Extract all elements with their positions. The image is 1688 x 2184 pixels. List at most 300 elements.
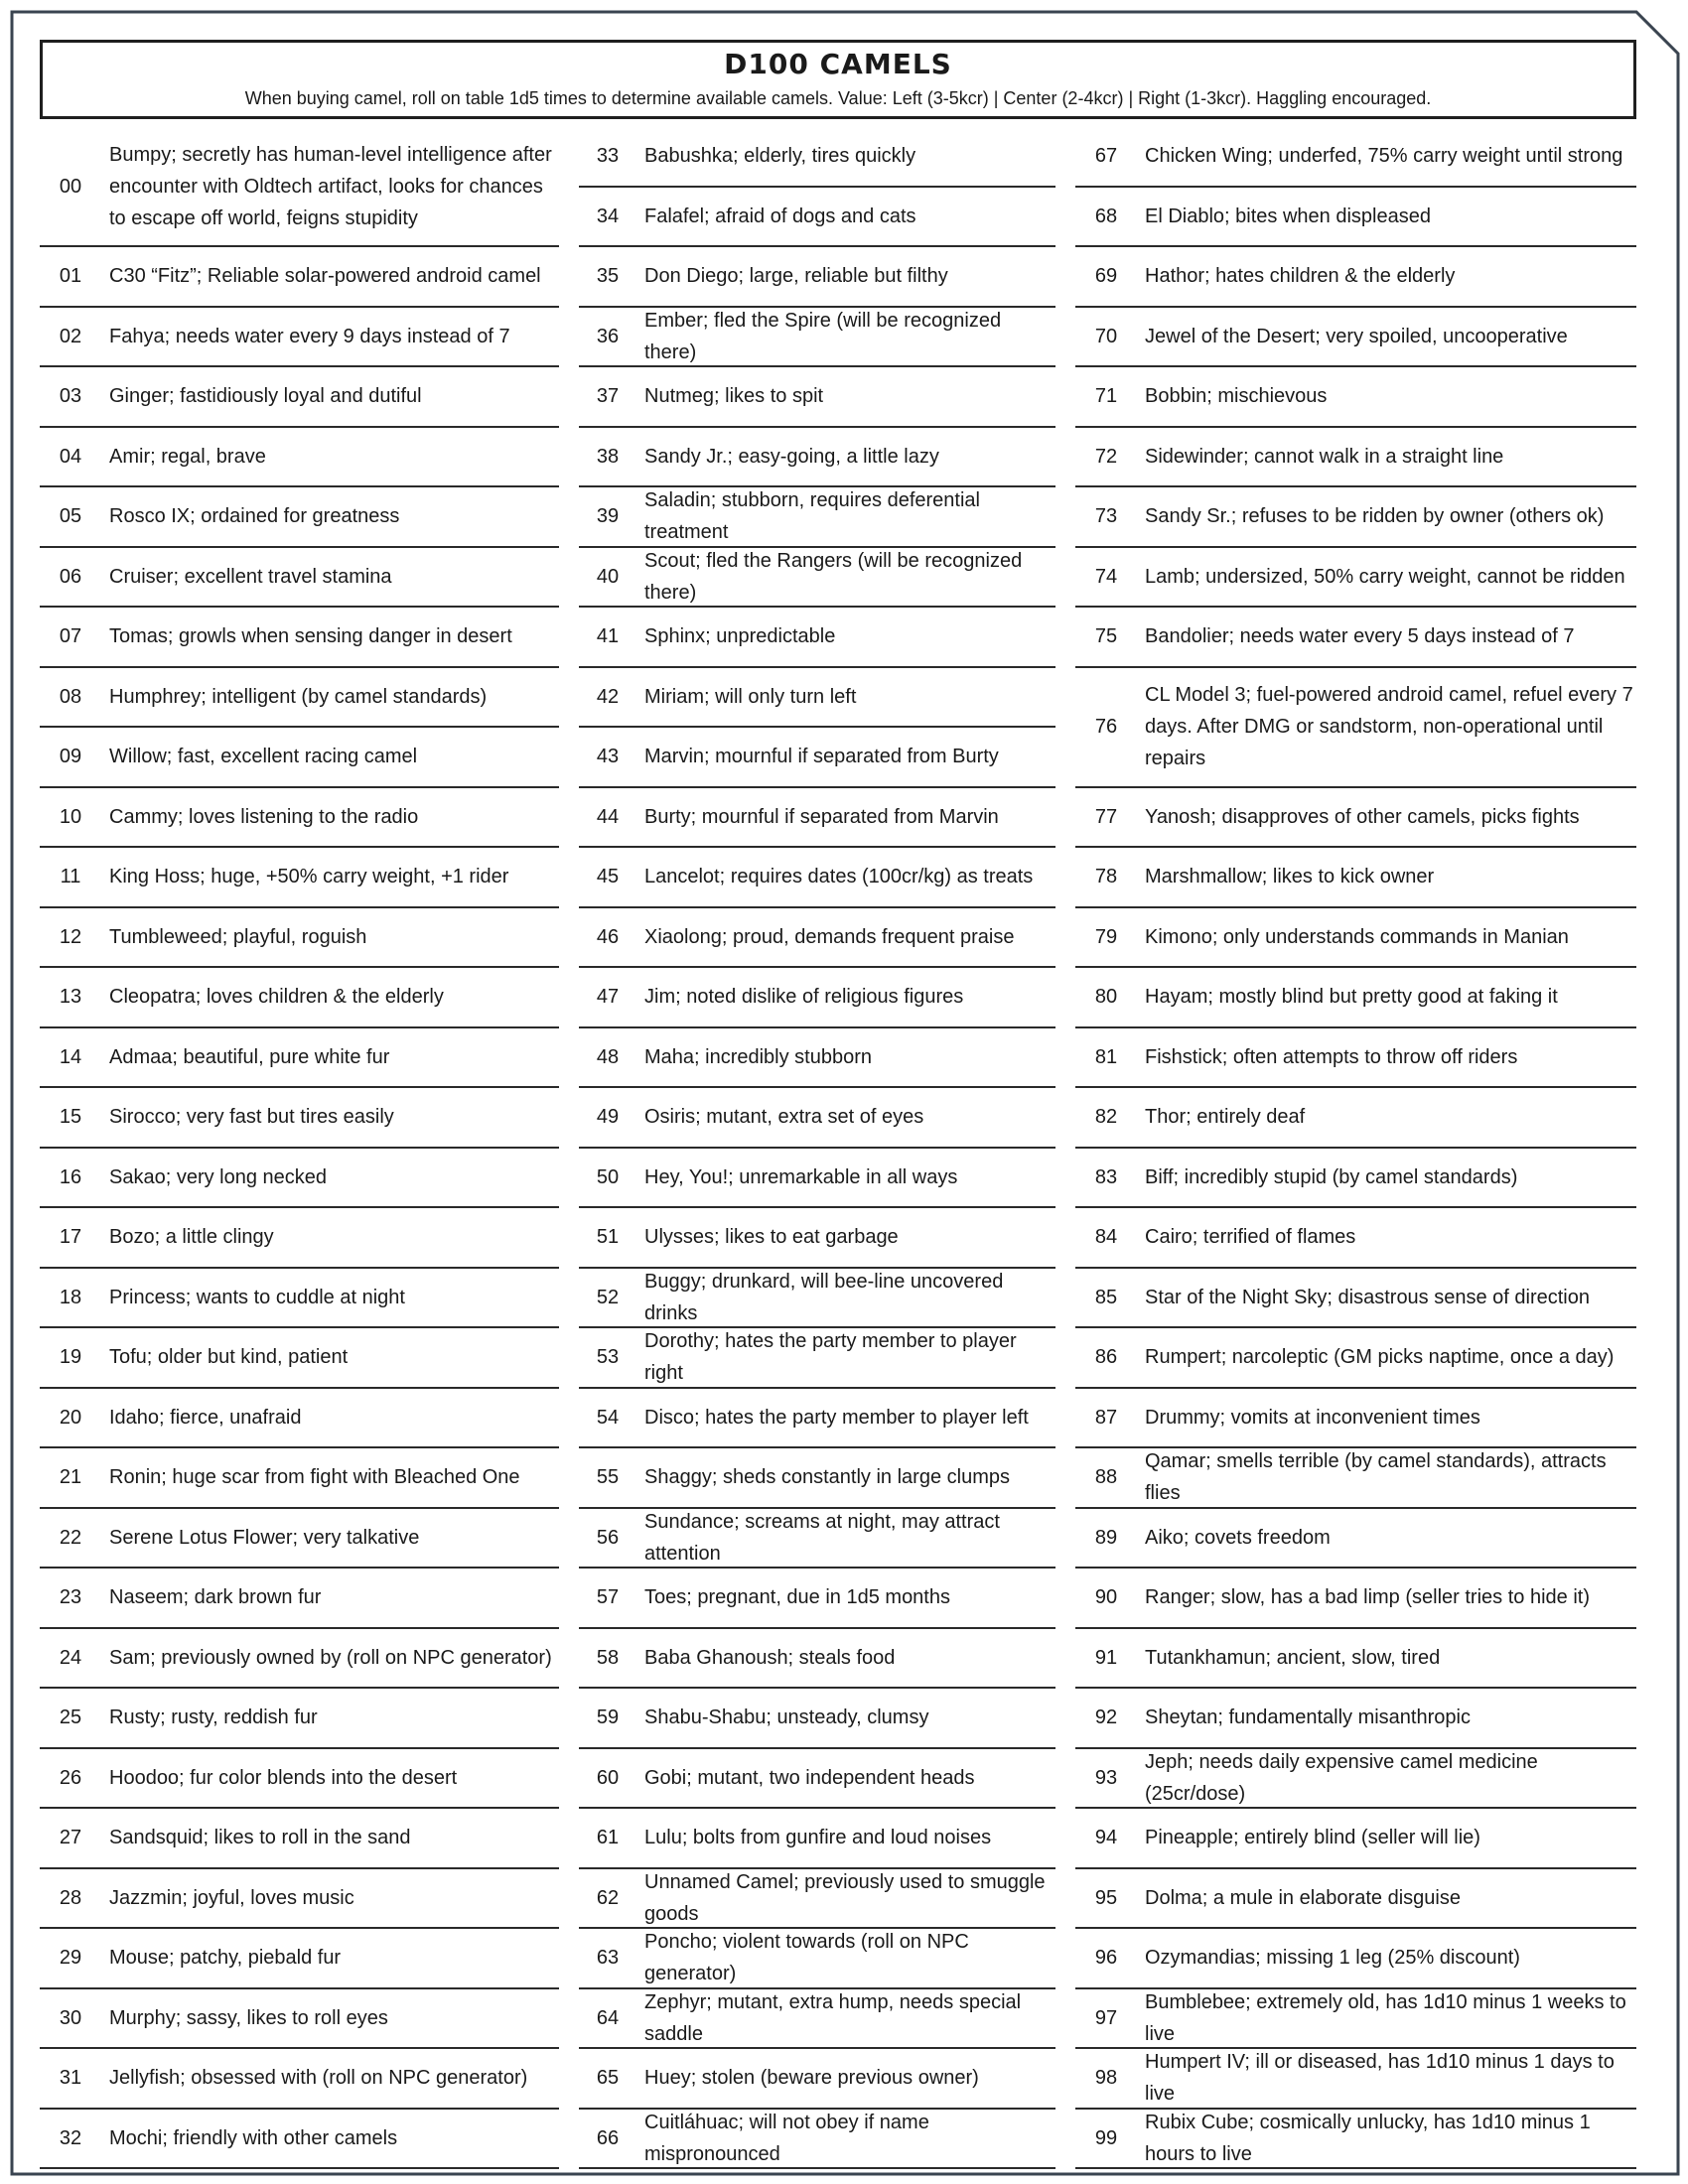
table-row	[40, 2049, 559, 2110]
table-row	[1075, 1208, 1636, 1269]
camel-description: Tofu; older but kind, patient	[109, 1346, 349, 1369]
table-row	[1075, 2049, 1636, 2110]
roll-number: 52	[596, 1286, 620, 1308]
roll-number: 76	[1094, 716, 1118, 738]
table-row	[579, 728, 1055, 788]
roll-number: 97	[1094, 2006, 1118, 2029]
roll-number: 13	[59, 986, 82, 1009]
roll-number: 22	[59, 1526, 82, 1549]
table-row	[1075, 127, 1636, 188]
table-row	[40, 1208, 559, 1269]
roll-number: 12	[59, 925, 82, 948]
roll-number: 98	[1094, 2067, 1118, 2090]
camel-description: Rubix Cube; cosmically unlucky, has 1d10 minus 1 hours to live	[1145, 2111, 1591, 2165]
table-columns	[40, 127, 1636, 2169]
roll-number: 31	[59, 2067, 82, 2090]
camel-description: Hathor; hates children & the elderly	[1145, 265, 1456, 288]
camel-description: Unnamed Camel; previously used to smuggle goods	[644, 1870, 1046, 1925]
table-row	[579, 247, 1055, 308]
camel-description: Saladin; stubborn, requires deferential treatment	[644, 489, 980, 544]
roll-number: 19	[59, 1346, 82, 1369]
table-row	[40, 247, 559, 308]
table-row	[1075, 608, 1636, 668]
table-row	[1075, 1749, 1636, 1810]
roll-number: 09	[59, 746, 82, 768]
table-row	[579, 2110, 1055, 2170]
table-row	[579, 127, 1055, 188]
camel-table-page	[40, 40, 1636, 2169]
camel-description: Rusty; rusty, reddish fur	[109, 1706, 318, 1729]
roll-number: 20	[59, 1406, 82, 1429]
table-row	[1075, 668, 1636, 788]
camel-description: Ozymandias; missing 1 leg (25% discount)	[1145, 1947, 1520, 1970]
camel-description: Rumpert; narcoleptic (GM picks naptime, once a day)	[1145, 1346, 1615, 1369]
table-row	[40, 1328, 559, 1389]
roll-number: 95	[1094, 1886, 1118, 1909]
table-row	[40, 127, 559, 247]
table-row	[1075, 188, 1636, 248]
roll-number: 99	[1094, 2126, 1118, 2149]
camel-description: Gobi; mutant, two independent heads	[644, 1766, 975, 1789]
camel-description: Maha; incredibly stubborn	[644, 1045, 873, 1068]
table-row	[1075, 1689, 1636, 1749]
camel-description: Shaggy; sheds constantly in large clumps	[644, 1466, 1010, 1489]
table-row	[579, 1749, 1055, 1810]
roll-number: 79	[1094, 925, 1118, 948]
table-row	[40, 1869, 559, 1930]
table-row	[1075, 908, 1636, 969]
camel-description: Ranger; slow, has a bad limp (seller tries to hide it)	[1145, 1586, 1590, 1609]
table-row	[1075, 2110, 1636, 2170]
roll-number: 16	[59, 1165, 82, 1188]
table-row	[1075, 1328, 1636, 1389]
table-row	[579, 1088, 1055, 1149]
table-row	[40, 848, 559, 908]
table-row	[40, 428, 559, 488]
table-row	[579, 1689, 1055, 1749]
camel-description: Babushka; elderly, tires quickly	[644, 145, 916, 168]
camel-description: Yanosh; disapproves of other camels, picks fights	[1145, 805, 1580, 828]
camel-description: Bandolier; needs water every 5 days instead of 7	[1145, 625, 1575, 648]
roll-number: 85	[1094, 1286, 1118, 1308]
camel-description: Sundance; screams at night, may attract attention	[644, 1510, 1000, 1565]
roll-number: 62	[596, 1886, 620, 1909]
camel-description: Naseem; dark brown fur	[109, 1586, 322, 1609]
camel-description: Bobbin; mischievous	[1145, 385, 1328, 408]
table-row	[1075, 1929, 1636, 1989]
roll-number: 23	[59, 1586, 82, 1609]
camel-description: Disco; hates the party member to player left	[644, 1406, 1029, 1429]
roll-number: 69	[1094, 265, 1118, 288]
roll-number: 55	[596, 1466, 620, 1489]
roll-number: 02	[59, 325, 82, 347]
roll-number: 94	[1094, 1827, 1118, 1849]
table-row	[1075, 1448, 1636, 1509]
table-row	[1075, 848, 1636, 908]
camel-description: Sandy Jr.; easy-going, a little lazy	[644, 445, 939, 468]
table-row	[1075, 788, 1636, 849]
table-row	[579, 1389, 1055, 1449]
roll-number: 48	[596, 1045, 620, 1068]
camel-description: Princess; wants to cuddle at night	[109, 1286, 405, 1308]
camel-description: Falafel; afraid of dogs and cats	[644, 205, 916, 227]
table-row	[579, 788, 1055, 849]
camel-description: Thor; entirely deaf	[1145, 1106, 1306, 1129]
roll-number: 18	[59, 1286, 82, 1308]
roll-number: 26	[59, 1766, 82, 1789]
camel-description: Tomas; growls when sensing danger in desert	[109, 625, 512, 648]
table-row	[579, 848, 1055, 908]
roll-number: 64	[596, 2006, 620, 2029]
roll-number: 90	[1094, 1586, 1118, 1609]
camel-description: Qamar; smells terrible (by camel standards), attracts flies	[1145, 1450, 1607, 1505]
roll-number: 34	[596, 205, 620, 227]
camel-description: Buggy; drunkard, will bee-line uncovered drinks	[644, 1270, 1004, 1324]
table-row	[40, 968, 559, 1028]
camel-description: Sirocco; very fast but tires easily	[109, 1106, 394, 1129]
camel-description: Poncho; violent towards (roll on NPC generator)	[644, 1931, 969, 1985]
roll-number: 08	[59, 685, 82, 708]
camel-description: Sandsquid; likes to roll in the sand	[109, 1827, 411, 1849]
camel-description: Bumpy; secretly has human-level intelligence after encounter with Oldtech artifact, looks for chances to escape off world, feigns stupidity	[109, 143, 552, 229]
table-row	[40, 1448, 559, 1509]
table-row	[1075, 247, 1636, 308]
roll-number: 74	[1094, 565, 1118, 588]
table-row	[1075, 428, 1636, 488]
roll-number: 78	[1094, 866, 1118, 888]
table-row	[579, 1328, 1055, 1389]
page-subtitle: When buying camel, roll on table 1d5 times to determine available camels. Value: Left (3-5kcr) | Center (2-4kcr) | Right (1-3kcr). Haggling encouraged.	[244, 88, 1432, 108]
table-row	[579, 968, 1055, 1028]
camel-description: CL Model 3; fuel-powered android camel, refuel every 7 days. After DMG or sandstorm, non-operational until repairs	[1145, 684, 1633, 769]
column-center	[579, 127, 1055, 2169]
roll-number: 05	[59, 505, 82, 528]
camel-description: Aiko; covets freedom	[1145, 1526, 1331, 1549]
table-row	[40, 1569, 559, 1629]
table-row	[579, 1869, 1055, 1930]
camel-description: Cuitláhuac; will not obey if name mispronounced	[644, 2111, 929, 2165]
table-row	[1075, 1809, 1636, 1869]
table-row	[1075, 1989, 1636, 2050]
camel-description: Sheytan; fundamentally misanthropic	[1145, 1706, 1471, 1729]
camel-description: Sakao; very long necked	[109, 1165, 328, 1188]
camel-description: Marshmallow; likes to kick owner	[1145, 866, 1435, 888]
roll-number: 07	[59, 625, 82, 648]
roll-number: 86	[1094, 1346, 1118, 1369]
camel-description: Dorothy; hates the party member to player right	[644, 1330, 1017, 1385]
table-row	[40, 1929, 559, 1989]
camel-description: Shabu-Shabu; unsteady, clumsy	[644, 1706, 929, 1729]
column-left	[40, 127, 559, 2169]
table-row	[1075, 1028, 1636, 1089]
roll-number: 00	[59, 175, 82, 198]
roll-number: 45	[596, 866, 620, 888]
table-row	[579, 1929, 1055, 1989]
roll-number: 29	[59, 1947, 82, 1970]
roll-number: 28	[59, 1886, 82, 1909]
table-row	[40, 1269, 559, 1329]
roll-number: 81	[1094, 1045, 1118, 1068]
camel-description: Tutankhamun; ancient, slow, tired	[1145, 1646, 1441, 1669]
roll-number: 83	[1094, 1165, 1118, 1188]
camel-description: Pineapple; entirely blind (seller will lie)	[1145, 1827, 1480, 1849]
table-row	[40, 487, 559, 548]
roll-number: 38	[596, 445, 620, 468]
roll-number: 89	[1094, 1526, 1118, 1549]
table-row	[579, 608, 1055, 668]
roll-number: 30	[59, 2006, 82, 2029]
roll-number: 25	[59, 1706, 82, 1729]
camel-description: Scout; fled the Rangers (will be recognized there)	[644, 549, 1023, 604]
table-row	[579, 1509, 1055, 1570]
table-row	[40, 728, 559, 788]
camel-description: Cruiser; excellent travel stamina	[109, 565, 392, 588]
table-row	[40, 1088, 559, 1149]
camel-description: Toes; pregnant, due in 1d5 months	[644, 1586, 950, 1609]
camel-description: Jeph; needs daily expensive camel medicine (25cr/dose)	[1145, 1750, 1538, 1805]
roll-number: 03	[59, 385, 82, 408]
table-row	[1075, 1509, 1636, 1570]
camel-description: El Diablo; bites when displeased	[1145, 205, 1431, 227]
camel-description: Ulysses; likes to eat garbage	[644, 1226, 899, 1249]
table-row	[40, 1989, 559, 2050]
roll-number: 88	[1094, 1466, 1118, 1489]
roll-number: 66	[596, 2126, 620, 2149]
camel-description: King Hoss; huge, +50% carry weight, +1 rider	[109, 866, 509, 888]
camel-description: Miriam; will only turn left	[644, 685, 857, 708]
roll-number: 35	[596, 265, 620, 288]
roll-number: 17	[59, 1226, 82, 1249]
table-row	[40, 1689, 559, 1749]
table-row	[1075, 487, 1636, 548]
roll-number: 04	[59, 445, 82, 468]
roll-number: 70	[1094, 325, 1118, 347]
camel-description: Zephyr; mutant, extra hump, needs special saddle	[644, 1990, 1022, 2045]
roll-number: 36	[596, 325, 620, 347]
roll-number: 11	[60, 866, 81, 888]
roll-number: 73	[1094, 505, 1118, 528]
table-row	[1075, 548, 1636, 609]
roll-number: 43	[596, 746, 620, 768]
camel-description: Tumbleweed; playful, roguish	[109, 925, 367, 948]
roll-number: 32	[59, 2126, 82, 2149]
roll-number: 71	[1094, 385, 1118, 408]
table-row	[579, 548, 1055, 609]
roll-number: 14	[59, 1045, 82, 1068]
roll-number: 53	[596, 1346, 620, 1369]
camel-description: Hoodoo; fur color blends into the desert	[109, 1766, 458, 1789]
camel-description: Don Diego; large, reliable but filthy	[644, 265, 948, 288]
camel-description: Dolma; a mule in elaborate disguise	[1145, 1886, 1461, 1909]
roll-number: 61	[596, 1827, 620, 1849]
camel-description: Admaa; beautiful, pure white fur	[109, 1045, 390, 1068]
table-row	[579, 668, 1055, 729]
roll-number: 44	[596, 805, 620, 828]
table-row	[579, 1028, 1055, 1089]
roll-number: 59	[596, 1706, 620, 1729]
camel-description: Hayam; mostly blind but pretty good at faking it	[1145, 986, 1558, 1009]
camel-description: Jellyfish; obsessed with (roll on NPC generator)	[109, 2067, 528, 2090]
camel-description: Cairo; terrified of flames	[1145, 1226, 1356, 1249]
camel-description: Drummy; vomits at inconvenient times	[1145, 1406, 1480, 1429]
table-row	[579, 908, 1055, 969]
roll-number: 46	[596, 925, 620, 948]
table-row	[1075, 1269, 1636, 1329]
roll-number: 51	[596, 1226, 620, 1249]
table-row	[40, 1028, 559, 1089]
roll-number: 42	[596, 685, 620, 708]
table-row	[40, 1149, 559, 1209]
table-row	[579, 1629, 1055, 1690]
roll-number: 93	[1094, 1766, 1118, 1789]
table-row	[579, 188, 1055, 248]
camel-description: Rosco IX; ordained for greatness	[109, 505, 400, 528]
camel-description: Ronin; huge scar from fight with Bleached One	[109, 1466, 520, 1489]
camel-description: Chicken Wing; underfed, 75% carry weight until strong	[1145, 145, 1623, 168]
table-row	[579, 1448, 1055, 1509]
roll-number: 54	[596, 1406, 620, 1429]
roll-number: 92	[1094, 1706, 1118, 1729]
roll-number: 50	[596, 1165, 620, 1188]
roll-number: 57	[596, 1586, 620, 1609]
camel-description: Jim; noted dislike of religious figures	[644, 986, 964, 1009]
roll-number: 15	[59, 1106, 82, 1129]
table-row	[579, 1208, 1055, 1269]
table-row	[579, 308, 1055, 368]
camel-description: Baba Ghanoush; steals food	[644, 1646, 896, 1669]
camel-description: Nutmeg; likes to spit	[644, 385, 824, 408]
table-row	[40, 1389, 559, 1449]
camel-description: Hey, You!; unremarkable in all ways	[644, 1165, 958, 1188]
camel-description: C30 “Fitz”; Reliable solar-powered android camel	[109, 265, 541, 288]
roll-number: 49	[596, 1106, 620, 1129]
roll-number: 87	[1094, 1406, 1118, 1429]
roll-number: 39	[596, 505, 620, 528]
table-row	[579, 1149, 1055, 1209]
roll-number: 33	[596, 145, 620, 168]
roll-number: 58	[596, 1646, 620, 1669]
camel-description: Xiaolong; proud, demands frequent praise	[644, 925, 1015, 948]
table-row	[1075, 1088, 1636, 1149]
table-row	[40, 367, 559, 428]
table-row	[40, 2110, 559, 2170]
roll-number: 27	[59, 1827, 82, 1849]
roll-number: 67	[1094, 145, 1118, 168]
camel-description: Jewel of the Desert; very spoiled, uncooperative	[1145, 325, 1568, 347]
camel-description: Lamb; undersized, 50% carry weight, cannot be ridden	[1145, 565, 1625, 588]
table-row	[40, 1749, 559, 1810]
camel-description: Sidewinder; cannot walk in a straight line	[1145, 445, 1504, 468]
table-row	[1075, 1149, 1636, 1209]
roll-number: 96	[1094, 1947, 1118, 1970]
camel-description: Fishstick; often attempts to throw off riders	[1145, 1045, 1518, 1068]
roll-number: 82	[1094, 1106, 1118, 1129]
camel-description: Humpert IV; ill or diseased, has 1d10 minus 1 days to live	[1145, 2051, 1615, 2106]
roll-number: 56	[596, 1526, 620, 1549]
table-row	[579, 428, 1055, 488]
camel-description: Mochi; friendly with other camels	[109, 2126, 398, 2149]
roll-number: 47	[596, 986, 620, 1009]
roll-number: 68	[1094, 205, 1118, 227]
camel-description: Jazzmin; joyful, loves music	[109, 1886, 354, 1909]
roll-number: 77	[1094, 805, 1118, 828]
table-row	[1075, 968, 1636, 1028]
camel-description: Biff; incredibly stupid (by camel standards)	[1145, 1165, 1518, 1188]
camel-description: Serene Lotus Flower; very talkative	[109, 1526, 420, 1549]
roll-number: 21	[59, 1466, 82, 1489]
column-right	[1075, 127, 1636, 2169]
camel-description: Fahya; needs water every 9 days instead of 7	[109, 325, 510, 347]
roll-number: 01	[59, 265, 82, 288]
camel-description: Ginger; fastidiously loyal and dutiful	[109, 385, 422, 408]
table-row	[40, 548, 559, 609]
camel-description: Kimono; only understands commands in Manian	[1145, 925, 1569, 948]
table-row	[1075, 1569, 1636, 1629]
table-row	[1075, 308, 1636, 368]
table-row	[579, 1989, 1055, 2050]
table-row	[40, 608, 559, 668]
table-header	[40, 40, 1636, 119]
table-row	[579, 1269, 1055, 1329]
table-row	[1075, 1629, 1636, 1690]
camel-description: Star of the Night Sky; disastrous sense of direction	[1145, 1286, 1590, 1308]
table-row	[40, 1629, 559, 1690]
camel-description: Idaho; fierce, unafraid	[109, 1406, 302, 1429]
table-row	[579, 2049, 1055, 2110]
roll-number: 60	[596, 1766, 620, 1789]
camel-description: Cammy; loves listening to the radio	[109, 805, 419, 828]
roll-number: 65	[596, 2067, 620, 2090]
table-row	[579, 1569, 1055, 1629]
table-row	[579, 1809, 1055, 1869]
camel-description: Lulu; bolts from gunfire and loud noises	[644, 1827, 992, 1849]
camel-description: Humphrey; intelligent (by camel standards)	[109, 685, 488, 708]
table-row	[40, 908, 559, 969]
table-row	[1075, 1389, 1636, 1449]
camel-description: Amir; regal, brave	[109, 445, 266, 468]
roll-number: 80	[1094, 986, 1118, 1009]
table-row	[40, 1809, 559, 1869]
camel-description: Marvin; mournful if separated from Burty	[644, 746, 999, 768]
camel-description: Willow; fast, excellent racing camel	[109, 746, 418, 768]
camel-description: Bozo; a little clingy	[109, 1226, 274, 1249]
roll-number: 24	[59, 1646, 82, 1669]
camel-description: Sam; previously owned by (roll on NPC generator)	[109, 1646, 552, 1669]
table-row	[40, 788, 559, 849]
table-row	[579, 367, 1055, 428]
camel-description: Cleopatra; loves children & the elderly	[109, 986, 444, 1009]
roll-number: 41	[596, 625, 620, 648]
roll-number: 63	[596, 1947, 620, 1970]
table-row	[40, 668, 559, 729]
camel-description: Lancelot; requires dates (100cr/kg) as treats	[644, 866, 1034, 888]
table-row	[40, 1509, 559, 1570]
camel-description: Sandy Sr.; refuses to be ridden by owner (others ok)	[1145, 505, 1605, 528]
camel-description: Burty; mournful if separated from Marvin	[644, 805, 999, 828]
table-row	[1075, 367, 1636, 428]
camel-description: Ember; fled the Spire (will be recognized there)	[644, 309, 1002, 363]
roll-number: 37	[596, 385, 620, 408]
roll-number: 40	[596, 565, 620, 588]
camel-description: Huey; stolen (beware previous owner)	[644, 2067, 979, 2090]
camel-description: Sphinx; unpredictable	[644, 625, 836, 648]
roll-number: 06	[59, 565, 82, 588]
table-row	[579, 487, 1055, 548]
roll-number: 72	[1094, 445, 1118, 468]
camel-description: Osiris; mutant, extra set of eyes	[644, 1106, 924, 1129]
roll-number: 84	[1094, 1226, 1118, 1249]
camel-description: Bumblebee; extremely old, has 1d10 minus 1 weeks to live	[1145, 1990, 1626, 2045]
